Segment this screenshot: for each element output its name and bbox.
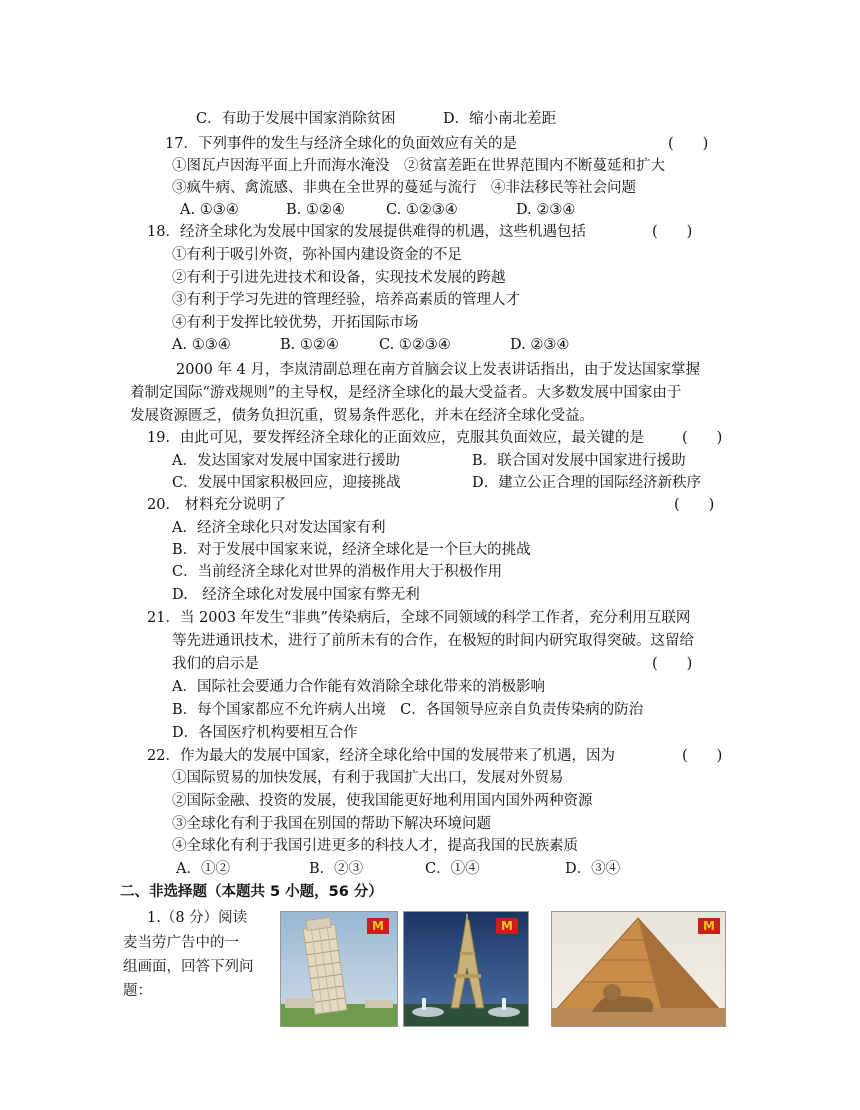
q22-option-d: D．③④	[565, 861, 621, 877]
q22-stem: 22．作为最大的发展中国家，经济全球化给中国的发展带来了机遇，因为	[147, 748, 615, 764]
q19-option-b: B．联合国对发展中国家进行援助	[472, 453, 686, 469]
nc-q1-line-1: 1.（8 分）阅读	[147, 910, 248, 926]
q18-option-a: A. ①③④	[172, 337, 231, 353]
q19-answer-paren: ( )	[682, 430, 723, 446]
q22-statement-2: ②国际金融、投资的发展，使我国能更好地利用国内国外两种资源	[172, 793, 593, 809]
q22-statement-1: ①国际贸易的加快发展，有利于我国扩大出口，发展对外贸易	[172, 770, 564, 786]
mcdonalds-logo-icon: M	[496, 918, 518, 934]
material-line-1: 2000 年 4 月，李岚清副总理在南方首脑会议上发表讲话指出，由于发达国家掌握	[176, 362, 700, 378]
q16-option-d: D．缩小南北差距	[443, 111, 557, 127]
material-line-3: 发展资源匮乏，债务负担沉重，贸易条件恶化，并未在经济全球化受益。	[130, 408, 594, 424]
q19-option-c: C．发展中国家积极回应，迎接挑战	[172, 475, 401, 491]
q20-stem: 20． 材料充分说明了	[147, 497, 287, 513]
q22-option-c: C．①④	[425, 861, 480, 877]
q17-option-a: A. ①③④	[180, 202, 239, 218]
q16-option-c: C．有助于发展中国家消除贫困	[196, 111, 396, 127]
q20-option-c: C．当前经济全球化对世界的消极作用大于积极作用	[172, 564, 503, 580]
q17-statement-1: ①图瓦卢因海平面上升而海水淹没 ②贫富差距在世界范围内不断蔓延和扩大	[172, 158, 665, 174]
q18-stem: 18．经济全球化为发展中国家的发展提供难得的机遇，这些机遇包括	[147, 224, 586, 240]
q21-answer-paren: ( )	[652, 656, 693, 672]
ad-image-pyramid	[551, 911, 726, 1027]
q18-answer-paren: ( )	[652, 224, 693, 240]
nc-q1-line-4: 题：	[123, 983, 152, 999]
q20-answer-paren: ( )	[674, 497, 715, 513]
q19-option-d: D．建立公正合理的国际经济新秩序	[472, 475, 702, 491]
q21-option-bc: B．每个国家都应不允许病人出境 C．各国领导应亲自负责传染病的防治	[172, 702, 644, 718]
q20-option-a: A．经济全球化只对发达国家有利	[172, 520, 386, 536]
material-line-2: 着制定国际“游戏规则”的主导权，是经济全球化的最大受益者。大多数发展中国家由于	[130, 385, 682, 401]
q19-stem: 19．由此可见，要发挥经济全球化的正面效应，克服其负面效应，最关键的是	[147, 430, 644, 446]
q22-option-b: B．②③	[309, 861, 364, 877]
q18-option-c: C. ①②③④	[379, 337, 451, 353]
nc-q1-line-2: 麦当劳广告中的一	[123, 935, 239, 951]
q21-stem-line-1: 21．当 2003 年发生“非典”传染病后，全球不同领域的科学工作者，充分利用互联网	[147, 610, 691, 626]
q22-statement-3: ③全球化有利于我国在别国的帮助下解决环境问题	[172, 816, 491, 832]
q21-stem-line-3: 我们的启示是	[172, 656, 259, 672]
q19-option-a: A．发达国家对发展中国家进行援助	[172, 453, 400, 469]
nc-q1-line-3: 组画面，回答下列问	[123, 959, 254, 975]
q20-option-b: B．对于发展中国家来说，经济全球化是一个巨大的挑战	[172, 542, 531, 558]
q17-option-c: C. ①②③④	[386, 202, 458, 218]
ad-image-pisa	[280, 911, 398, 1027]
q18-statement-1: ①有利于吸引外资，弥补国内建设资金的不足	[172, 247, 462, 263]
q18-statement-4: ④有利于发挥比较优势，开拓国际市场	[172, 315, 419, 331]
q18-option-d: D. ②③④	[510, 337, 570, 353]
ad-image-eiffel	[403, 911, 529, 1027]
q17-stem: 17．下列事件的发生与经济全球化的负面效应有关的是	[165, 136, 517, 152]
q17-option-b: B. ①②④	[286, 202, 345, 218]
q17-answer-paren: ( )	[668, 136, 709, 152]
q17-statement-2: ③疯牛病、禽流感、非典在全世界的蔓延与流行 ④非法移民等社会问题	[172, 180, 636, 196]
mcdonalds-logo-icon: M	[367, 918, 389, 934]
q21-stem-line-2: 等先进通讯技术，进行了前所未有的合作，在极短的时间内研究取得突破。这留给	[172, 633, 694, 649]
q18-statement-2: ②有利于引进先进技术和设备，实现技术发展的跨越	[172, 270, 506, 286]
q21-option-d: D．各国医疗机构要相互合作	[172, 725, 358, 741]
q20-option-d: D. 经济全球化对发展中国家有弊无利	[172, 587, 420, 603]
q17-option-d: D. ②③④	[516, 202, 576, 218]
q22-answer-paren: ( )	[682, 748, 723, 764]
q21-option-a: A．国际社会要通力合作能有效消除全球化带来的消极影响	[172, 679, 545, 695]
q18-statement-3: ③有利于学习先进的管理经验，培养高素质的管理人才	[172, 292, 520, 308]
q18-option-b: B. ①②④	[280, 337, 339, 353]
mcdonalds-logo-icon: M	[698, 918, 720, 934]
q22-statement-4: ④全球化有利于我国引进更多的科技人才，提高我国的民族素质	[172, 838, 578, 854]
section-2-heading: 二、非选择题（本题共 5 小题，56 分）	[120, 884, 383, 900]
q22-option-a: A．①②	[176, 861, 230, 877]
